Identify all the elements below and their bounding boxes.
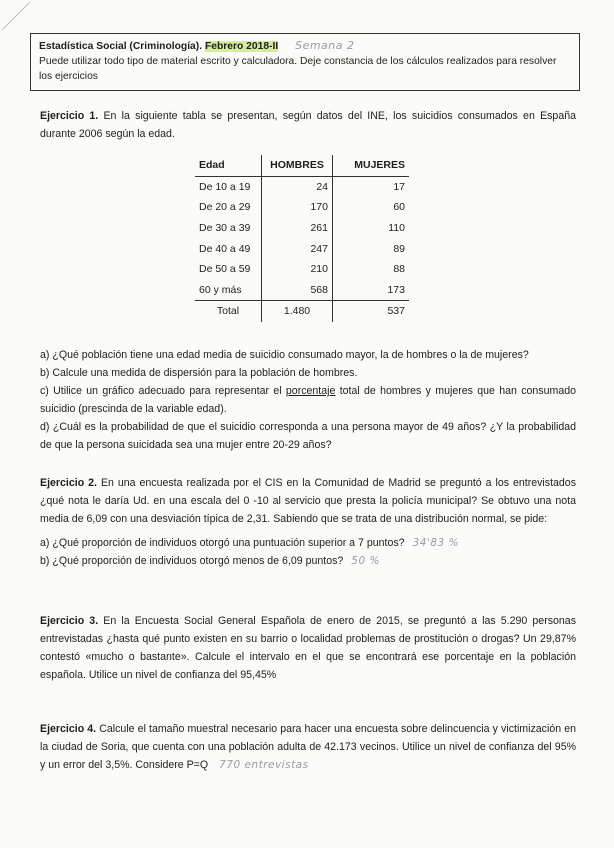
women-cell: 89 xyxy=(393,242,405,255)
women-cell: 17 xyxy=(393,180,405,193)
table-row xyxy=(195,259,409,280)
exercise-1-questions xyxy=(40,346,576,454)
suicide-table xyxy=(195,155,409,322)
exercise-4-title: Ejercicio 4 xyxy=(40,723,94,735)
question-1b: b) Calcule una medida de dispersión para la población de hombres. xyxy=(40,367,358,379)
column-header-men: HOMBRES xyxy=(262,155,333,176)
women-cell: 60 xyxy=(393,201,405,214)
age-cell: 60 y más xyxy=(195,280,262,301)
age-cell: De 10 a 19 xyxy=(195,176,262,197)
exercise-1-intro: Ejercicio 1. En la siguiente tabla se presentan, según datos del INE, los suicidios consumados en España durante 2006 según la edad. xyxy=(40,110,576,140)
men-cell: 170 xyxy=(262,197,333,218)
handwritten-week-note: Semana 2 xyxy=(295,39,355,52)
exercise-4-text: Calcule el tamaño muestral necesario para hacer una encuesta sobre delincuencia y victimización en la ciudad de Soria, que cuenta con una población adulta de 42.173 vecinos. Utilice un nivel de confianza del 95% y un error del 3,5%. Considere P=Q xyxy=(40,723,576,771)
course-title: Estadística Social (Criminología). xyxy=(39,41,203,52)
age-cell: De 40 a 49 xyxy=(195,238,262,259)
exam-session: Febrero 2018-II xyxy=(204,41,279,52)
women-cell: 88 xyxy=(393,263,405,276)
handwritten-answer-2b: 50 % xyxy=(351,555,380,567)
exercise-3: Ejercicio 3. En la Encuesta Social General Española de enero de 2015, se preguntó a las 5.290 personas entrevistadas ¿hasta qué punto existen en su barrio o localidad problemas de prostitución o drogas? Un 29,87% contestó «mucho o bastante». Calcule el intervalo en el que se encontrará ese porcentaje en la población española. Utilice un nivel de confianza del 95,45% xyxy=(40,615,576,681)
table-row xyxy=(195,176,409,197)
age-cell: De 30 a 39 xyxy=(195,218,262,239)
exam-header xyxy=(30,33,580,91)
men-cell: 210 xyxy=(262,259,333,280)
table-header-row xyxy=(195,155,409,176)
table-row xyxy=(195,238,409,259)
total-label: Total xyxy=(195,301,262,322)
table-row xyxy=(195,280,409,301)
question-1c: c) Utilice un gráfico adecuado para representar el porcentaje total de hombres y mujeres que han consumado suicidio (prescinda de la variable edad). xyxy=(40,385,576,415)
exercise-1-title: Ejercicio 1 xyxy=(40,110,96,122)
exercise-2: Ejercicio 2. En una encuesta realizada por el CIS en la Comunidad de Madrid se preguntó a los entrevistados ¿qué nota le daría Ud. en una escala del 0 -10 al servicio que presta la policía municipal? Se obtuvo una nota media de 6,09 con una desviación típica de 2,31. Sabiendo que se trata de una distribución normal, se pide: a) ¿Qué proporción de individuos otorgó una puntuación superior a 7 puntos? 34'83 % b) ¿Qué proporción de individuos otorgó menos de 6,09 puntos? 50 % xyxy=(40,474,576,570)
women-cell: 173 xyxy=(387,283,405,296)
age-cell: De 20 a 29 xyxy=(195,197,262,218)
exam-instructions: Puede utilizar todo tipo de material escrito y calculadora. Deje constancia de los cálculos realizados para resolver los ejercicios xyxy=(39,56,557,82)
exercise-3-title: Ejercicio 3 xyxy=(40,615,96,627)
exercise-2-text: En una encuesta realizada por el CIS en la Comunidad de Madrid se preguntó a los entrevistados ¿qué nota le daría Ud. en una escala del 0 -10 al servicio que presta la policía municipal? Se obtuvo una nota media de 6,09 con una desviación típica de 2,31. Sabiendo que se trata de una distribución normal, se pide: xyxy=(40,477,576,525)
men-cell: 568 xyxy=(262,280,333,301)
column-header-age: Edad xyxy=(195,155,262,176)
question-1a: a) ¿Qué población tiene una edad media de suicidio consumado mayor, la de hombres o la de mujeres? xyxy=(40,349,529,361)
men-cell: 24 xyxy=(262,176,333,197)
exercise-4: Ejercicio 4. Calcule el tamaño muestral necesario para hacer una encuesta sobre delincuencia y victimización en la ciudad de Soria, que cuenta con una población adulta de 42.173 vecinos. Utilice un nivel de confianza del 95% y un error del 3,5%. Considere P=Q 770 entrevistas xyxy=(40,723,576,771)
exercise-2-title: Ejercicio 2 xyxy=(40,477,95,489)
table-row xyxy=(195,218,409,239)
exercise-3-text: En la Encuesta Social General Española de enero de 2015, se preguntó a las 5.290 personas entrevistadas ¿hasta qué punto existen en su barrio o localidad problemas de prostitución o drogas? Un 29,87% contestó «mucho o bastante». Calcule el intervalo en el que se encontrará ese porcentaje en la población española. Utilice un nivel de confianza del 95,45% xyxy=(40,615,576,681)
age-cell: De 50 a 59 xyxy=(195,259,262,280)
handwritten-answer-4: 770 entrevistas xyxy=(219,759,309,771)
question-2a: a) ¿Qué proporción de individuos otorgó una puntuación superior a 7 puntos? 34'83 % xyxy=(40,537,459,549)
total-women: 537 xyxy=(333,301,410,322)
total-men: 1.480 xyxy=(262,301,333,322)
men-cell: 261 xyxy=(262,218,333,239)
table-total-row xyxy=(195,301,409,322)
table-row xyxy=(195,197,409,218)
men-cell: 247 xyxy=(262,238,333,259)
question-1d: d) ¿Cuál es la probabilidad de que el suicidio corresponda a una persona mayor de 49 años? ¿Y la probabilidad de que la persona suicidada sea una mujer entre 20-29 años? xyxy=(40,421,576,451)
handwritten-answer-2a: 34'83 % xyxy=(412,537,459,549)
exercise-1-text: En la siguiente tabla se presentan, según datos del INE, los suicidios consumados en España durante 2006 según la edad. xyxy=(40,110,576,140)
question-2b: b) ¿Qué proporción de individuos otorgó menos de 6,09 puntos? 50 % xyxy=(40,555,380,567)
column-header-women: MUJERES xyxy=(333,155,410,176)
women-cell: 110 xyxy=(388,222,405,235)
underlined-word: porcentaje xyxy=(285,385,336,397)
